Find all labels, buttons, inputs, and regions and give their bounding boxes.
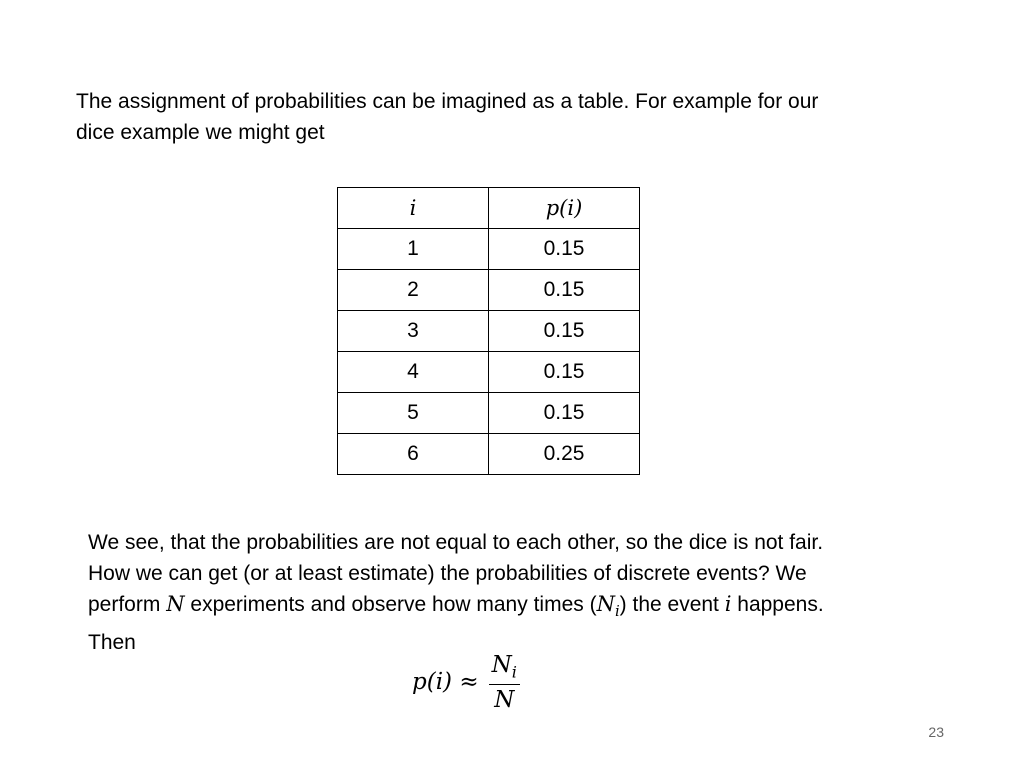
- intro-paragraph: [76, 86, 956, 148]
- header-p-i: p(i): [489, 188, 640, 229]
- header-i: i: [338, 188, 489, 229]
- formula-numerator: [489, 652, 520, 685]
- text-segment: perform: [88, 593, 167, 616]
- table-row: [338, 352, 640, 393]
- body-paragraph: [88, 527, 968, 658]
- cell-i: 1: [338, 229, 489, 270]
- body-line-1: We see, that the probabilities are not equal to each other, so the dice is not fair.: [88, 531, 824, 554]
- cell-p: 0.15: [489, 393, 640, 434]
- intro-line-1: The assignment of probabilities can be imagined as a table. For example for our: [76, 90, 819, 113]
- table-row: [338, 270, 640, 311]
- cell-p: 0.25: [489, 434, 640, 475]
- cell-i: 5: [338, 393, 489, 434]
- var-Ni-base: N: [596, 592, 615, 616]
- text-segment: ) the event: [619, 593, 725, 616]
- var-Ni-sub: i: [614, 603, 620, 621]
- table-row: [338, 393, 640, 434]
- cell-i: 3: [338, 311, 489, 352]
- text-segment: experiments and observe how many times (: [184, 593, 597, 616]
- table-header-row: [338, 188, 640, 229]
- body-line-3: [88, 592, 824, 621]
- numerator-base: N: [491, 652, 512, 678]
- cell-p: 0.15: [489, 229, 640, 270]
- cell-p: 0.15: [489, 270, 640, 311]
- page-number: 23: [928, 724, 944, 740]
- formula-denominator: N: [494, 686, 515, 713]
- numerator-sub: i: [511, 662, 517, 682]
- table-row: [338, 311, 640, 352]
- body-line-4: Then: [88, 631, 136, 655]
- cell-i: 2: [338, 270, 489, 311]
- text-segment: happens.: [731, 593, 824, 616]
- body-line-2: How we can get (or at least estimate) the probabilities of discrete events? We: [88, 562, 807, 585]
- cell-p: 0.15: [489, 311, 640, 352]
- cell-p: 0.15: [489, 352, 640, 393]
- var-Ni: [596, 592, 620, 621]
- cell-i: 4: [338, 352, 489, 393]
- formula-fraction: [489, 652, 520, 713]
- var-N: N: [166, 592, 185, 616]
- probability-table: [337, 187, 640, 475]
- cell-i: 6: [338, 434, 489, 475]
- formula-lhs: p(i) ≈: [412, 669, 479, 696]
- table-row: [338, 229, 640, 270]
- var-i: i: [724, 592, 732, 616]
- intro-line-2: dice example we might get: [76, 121, 325, 144]
- probability-formula: [412, 652, 520, 713]
- table-row: [338, 434, 640, 475]
